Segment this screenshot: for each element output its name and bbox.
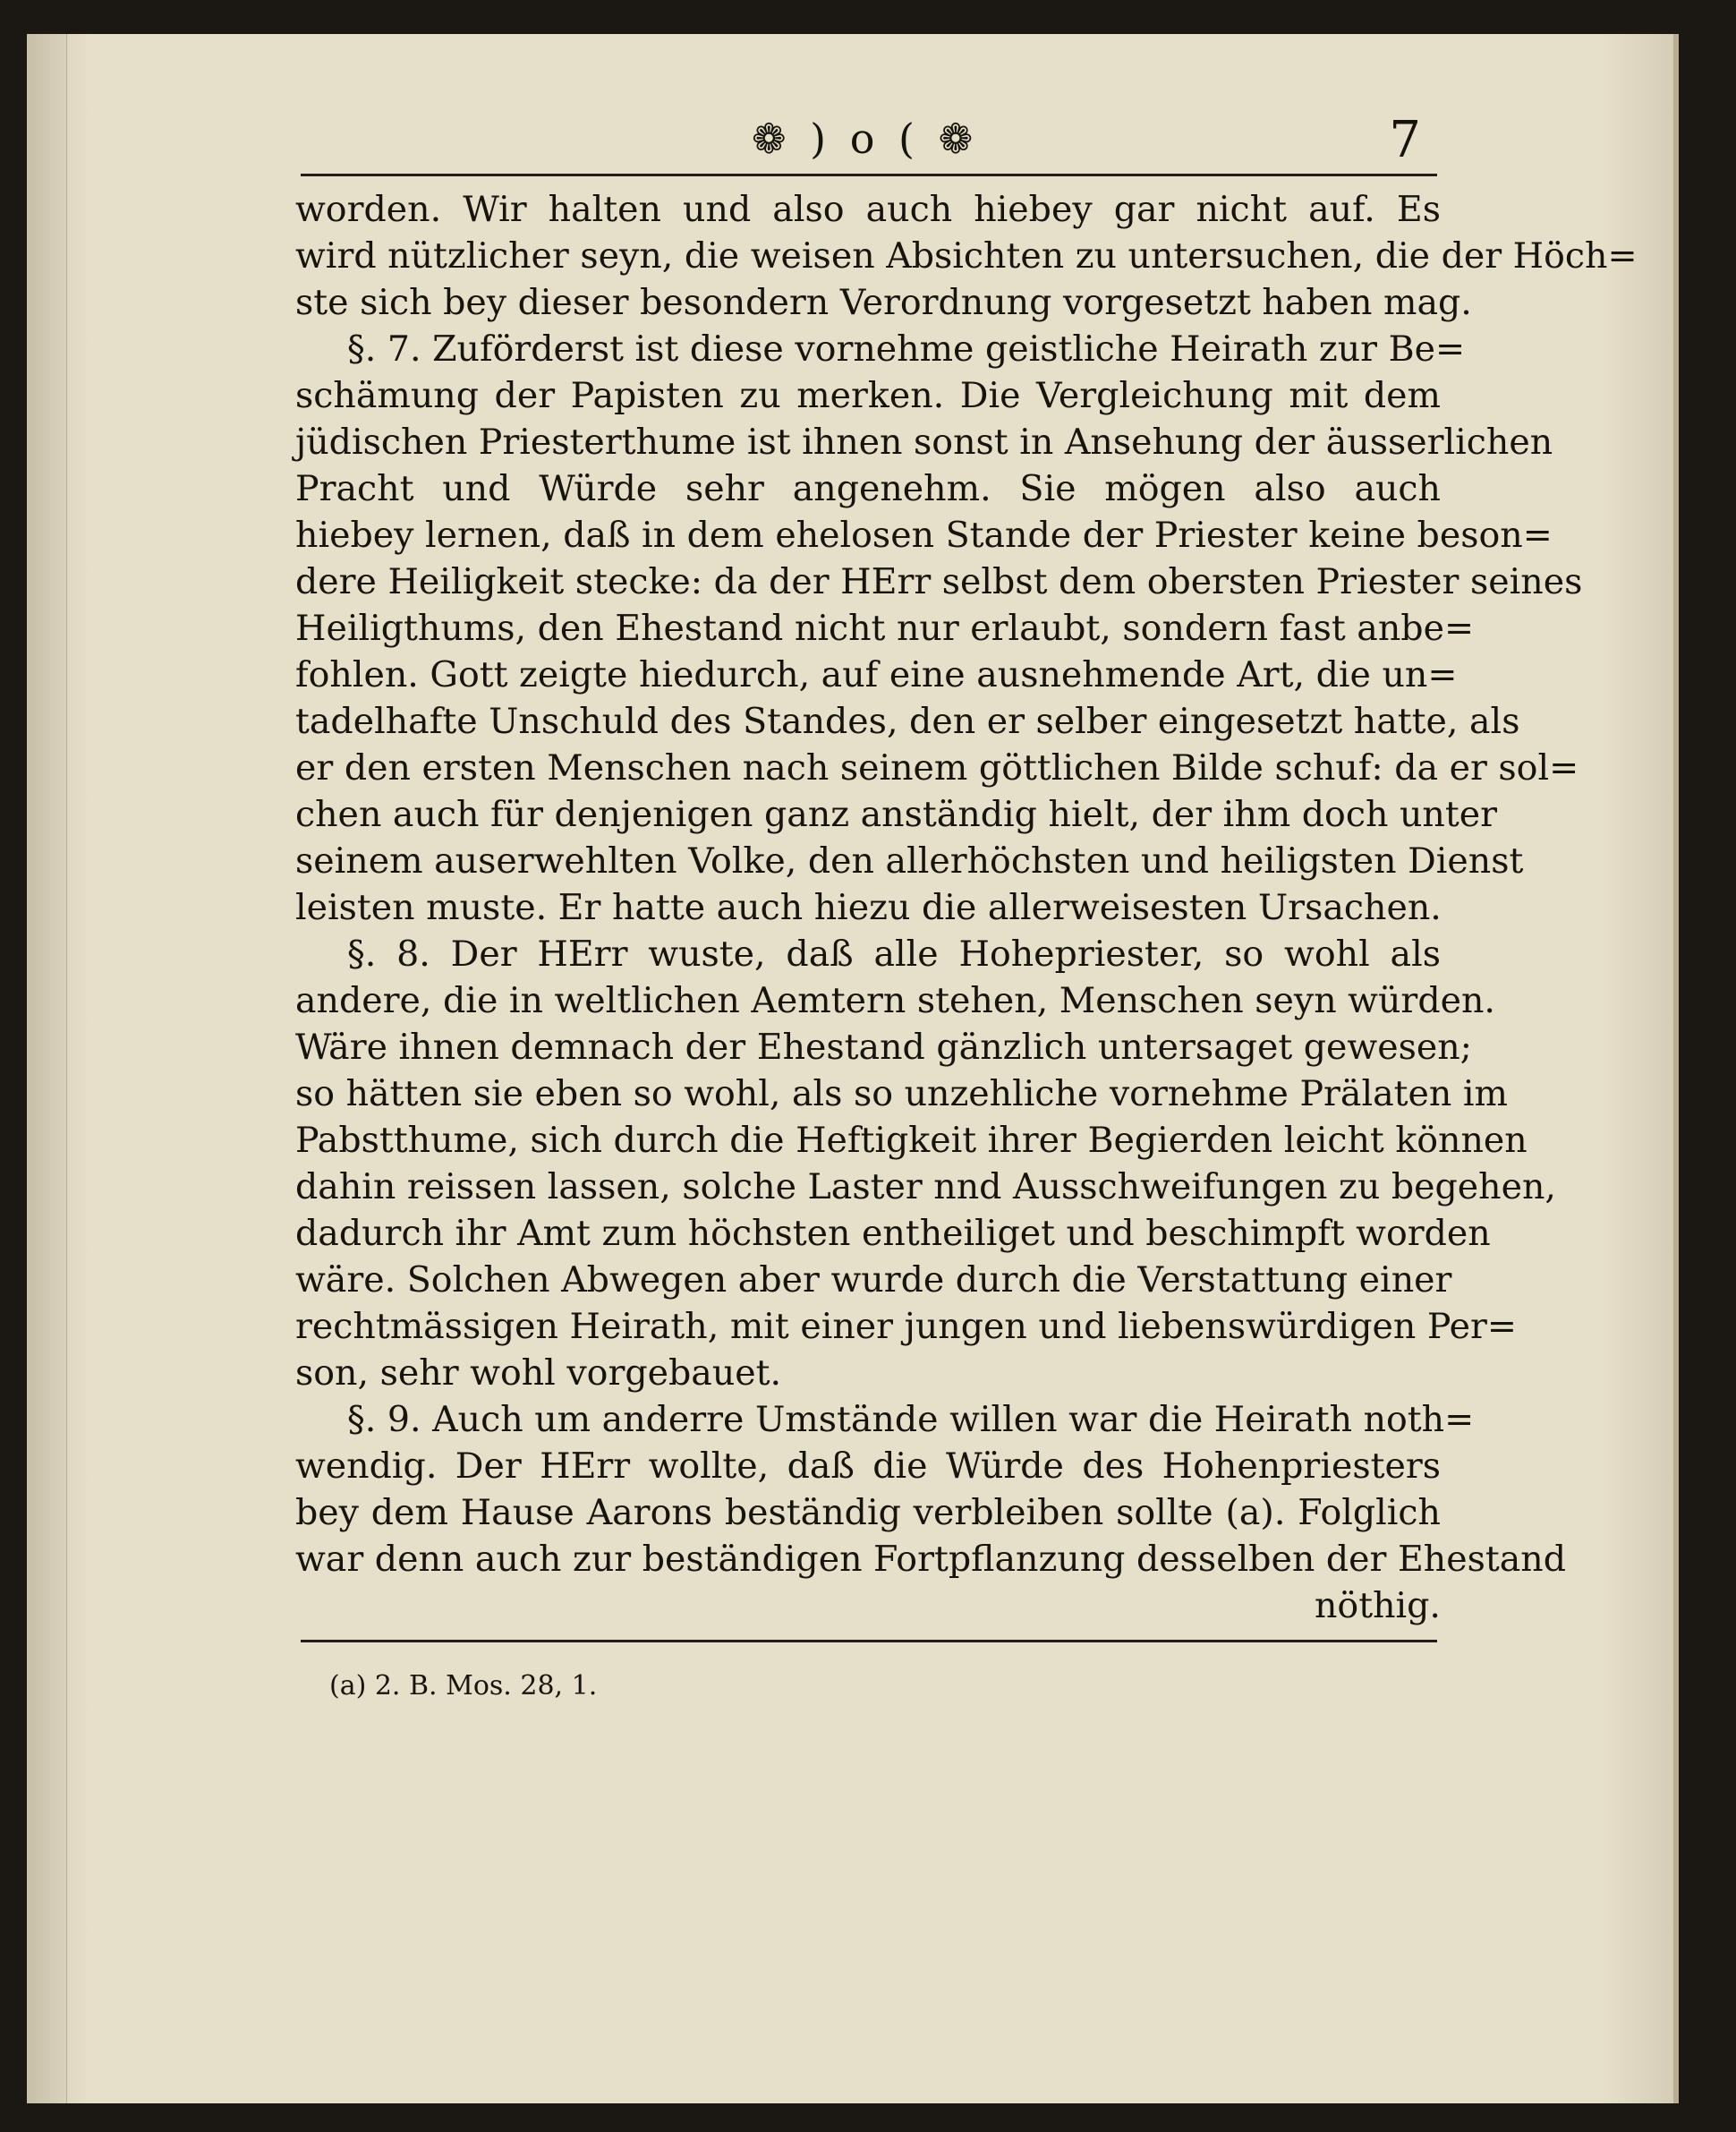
text-line: worden. Wir halten und also auch hiebey gar nicht auf. Es	[295, 189, 1441, 230]
text-line: Pracht und Würde sehr angenehm. Sie mögen also auch	[295, 468, 1441, 509]
header-ornament: ❁ ) o ( ❁	[752, 115, 979, 163]
text-line: jüdischen Priesterthume ist ihnen sonst in Ansehung der äusserlichen	[295, 422, 1553, 463]
text-line: leisten muste. Er hatte auch hiezu die allerweisesten Ursachen.	[295, 887, 1442, 928]
text-line: §. 7. Zuförderst ist diese vornehme geistliche Heirath zur Be=	[347, 328, 1466, 370]
text-line: wendig. Der HErr wollte, daß die Würde des Hohenpriesters	[295, 1445, 1441, 1487]
text-line: fohlen. Gott zeigte hiedurch, auf eine ausnehmende Art, die un=	[295, 654, 1458, 695]
text-line: Wäre ihnen demnach der Ehestand gänzlich untersaget gewesen;	[295, 1027, 1472, 1068]
text-line: §. 9. Auch um anderre Umstände willen war die Heirath noth=	[347, 1399, 1475, 1440]
page-gutter	[27, 34, 67, 2103]
text-line: Pabstthume, sich durch die Heftigkeit ihrer Begierden leicht können	[295, 1120, 1528, 1161]
footnote: (a) 2. B. Mos. 28, 1.	[329, 1670, 598, 1701]
page-number: 7	[1389, 111, 1421, 169]
text-line: bey dem Hause Aarons beständig verbleiben sollte (a). Folglich	[295, 1492, 1441, 1533]
text-line: nöthig.	[1314, 1585, 1441, 1626]
text-line: dere Heiligkeit stecke: da der HErr selbst dem obersten Priester seines	[295, 561, 1583, 602]
text-line: dahin reissen lassen, solche Laster nnd Ausschweifungen zu begehen,	[295, 1166, 1556, 1207]
text-line: ste sich bey dieser besondern Verordnung vorgesetzt haben mag.	[295, 282, 1472, 323]
text-line: hiebey lernen, daß in dem ehelosen Stande der Priester keine beson=	[295, 515, 1553, 556]
text-line: dadurch ihr Amt zum höchsten entheiliget und beschimpft worden	[295, 1213, 1491, 1254]
text-line: wäre. Solchen Abwegen aber wurde durch die Verstattung einer	[295, 1259, 1452, 1301]
text-line: son, sehr wohl vorgebauet.	[295, 1352, 782, 1394]
text-line: andere, die in weltlichen Aemtern stehen, Menschen seyn würden.	[295, 980, 1495, 1021]
header-rule	[301, 174, 1437, 176]
text-line: er den ersten Menschen nach seinem göttlichen Bilde schuf: da er sol=	[295, 747, 1579, 789]
page-header	[295, 111, 1441, 169]
text-line: seinem auserwehlten Volke, den allerhöchsten und heiligsten Dienst	[295, 840, 1524, 882]
text-line: rechtmässigen Heirath, mit einer jungen und liebenswürdigen Per=	[295, 1306, 1518, 1347]
text-line: war denn auch zur beständigen Fortpflanzung desselben der Ehestand	[295, 1539, 1567, 1580]
text-line: chen auch für denjenigen ganz anständig hielt, der ihm doch unter	[295, 794, 1497, 835]
text-line: tadelhafte Unschuld des Standes, den er selber eingesetzt hatte, als	[295, 701, 1520, 742]
text-line: Heiligthums, den Ehestand nicht nur erlaubt, sondern fast anbe=	[295, 608, 1475, 649]
text-line: §. 8. Der HErr wuste, daß alle Hohepriester, so wohl als	[347, 934, 1441, 975]
text-line: so hätten sie eben so wohl, als so unzehliche vornehme Prälaten im	[295, 1073, 1508, 1114]
body-text	[295, 186, 1638, 1629]
text-line: wird nützlicher seyn, die weisen Absichten zu untersuchen, die der Höch=	[295, 235, 1638, 277]
text-line: schämung der Papisten zu merken. Die Vergleichung mit dem	[295, 375, 1441, 416]
footnote-rule	[301, 1640, 1437, 1642]
